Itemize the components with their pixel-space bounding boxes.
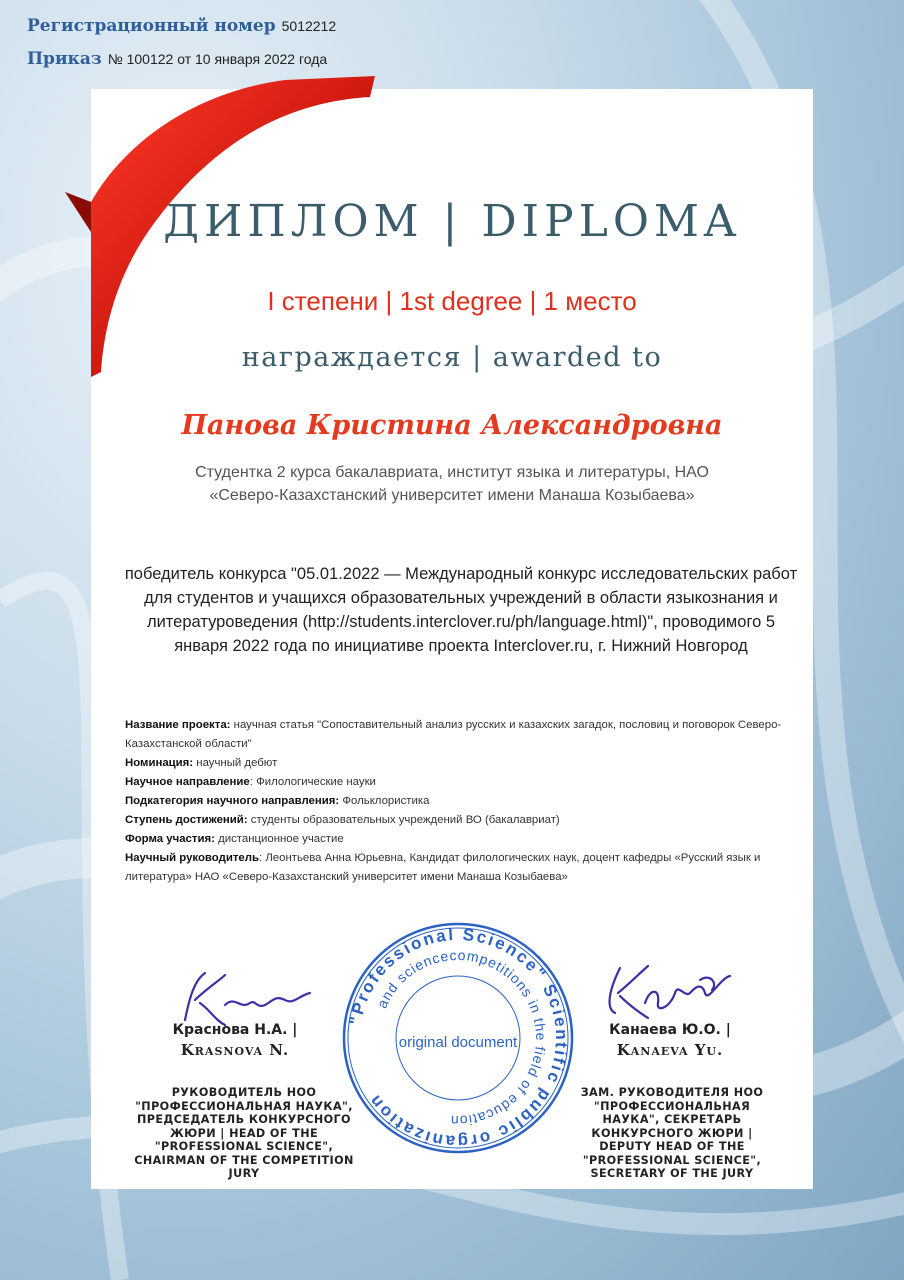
order-label: Приказ [27,49,102,69]
left-name-ru: Краснова Н.А. | [172,1022,298,1038]
right-signatory-role: ЗАМ. РУКОВОДИТЕЛЯ НОО "ПРОФЕССИОНАЛЬНАЯ НАУКА", СЕКРЕТАРЬ КОНКУРСНОГО ЖЮРИ | DEPUTY HEAD OF THE "PROFESSIONAL SCIENCE", SECRETARY OF THE JURY [580,1086,764,1180]
stamp-center-text: original document [398,1034,518,1051]
project-details [125,716,785,887]
signature-kanaeva [590,958,740,1028]
detail-direction [125,773,785,792]
detail-value: : Филологические науки [249,776,376,788]
detail-supervisor [125,849,785,887]
detail-project [125,716,785,754]
detail-form [125,830,785,849]
detail-value: научная статья "Сопоставительный анализ русских и казахских загадок, пословиц и поговорок Северо- Казахстанской области" [125,719,782,750]
registration-label: Регистрационный номер [27,16,276,36]
left-name-en: Krasnova N. [180,1041,290,1059]
detail-label: Ступень достижений: [125,814,248,826]
detail-label: Подкатегория научного направления: [125,795,340,807]
detail-subcategory [125,792,785,811]
registration-number [27,16,336,36]
order-number [27,49,327,69]
detail-value: научный дебют [193,757,278,769]
right-name-ru: Канаева Ю.О. | [609,1022,731,1038]
detail-value: студенты образовательных учреждений ВО (бакалавриат) [247,814,560,826]
detail-label: Название проекта: [125,719,231,731]
registration-value: 5012212 [281,18,337,34]
right-signatory-name [575,1020,765,1060]
detail-value: : Леонтьева Анна Юрьевна, Кандидат филологических наук, доцент кафедры «Русский язык и литература» НАО «Северо-Казахстанский университет имени Манаша Козыбаева» [125,852,761,883]
degree-text: I степени | 1st degree | 1 место [267,286,637,316]
order-value: № 100122 от 10 января 2022 года [107,51,328,67]
detail-label: Номинация: [125,757,194,769]
awarded-to-text: награждается | awarded to [241,342,663,373]
status-line: Студентка 2 курса бакалавриата, институт языка и литературы, НАО [195,464,709,481]
detail-value: дистанционное участие [214,833,344,845]
stamp-inner-text: and sciencecompetitions in the field of education [373,946,550,1130]
stamp-outer-text: "Professional Science" Scientific public organization [345,924,572,1152]
diploma-title: ДИПЛОМ | DIPLOMA [163,196,741,247]
recipient-status [130,461,774,507]
left-signatory-role: РУКОВОДИТЕЛЬ НОО "ПРОФЕССИОНАЛЬНАЯ НАУКА", ПРЕДСЕДАТЕЛЬ КОНКУРСНОГО ЖЮРИ | HEAD OF THE "PROFESSIONAL SCIENCE", CHAIRMAN OF THE COMPETITION JURY [134,1086,354,1180]
status-line: «Северо-Казахстанский университет имени Манаша Козыбаева» [209,487,695,504]
winner-description: победитель конкурса "05.01.2022 — Международный конкурс исследовательских работ для студентов и учащихся образовательных учреждений в области языкознания и литературоведения (http://students.interclover.ru/ph/language.html)", проводимого 5 января 2022 года по инициативе проекта Interclover.ru, г. Нижний Новгород [124,565,798,655]
recipient-name: Панова Кристина Александровна [181,410,723,441]
left-signatory-name [140,1020,330,1060]
detail-nomination [125,754,785,773]
organization-stamp [338,918,578,1158]
right-name-en: Kanaeva Yu. [616,1041,724,1059]
detail-label: Форма участия: [125,833,215,845]
detail-value: Фольклористика [339,795,430,807]
detail-label: Научный руководитель [125,852,259,864]
detail-level [125,811,785,830]
detail-label: Научное направление [125,776,250,788]
